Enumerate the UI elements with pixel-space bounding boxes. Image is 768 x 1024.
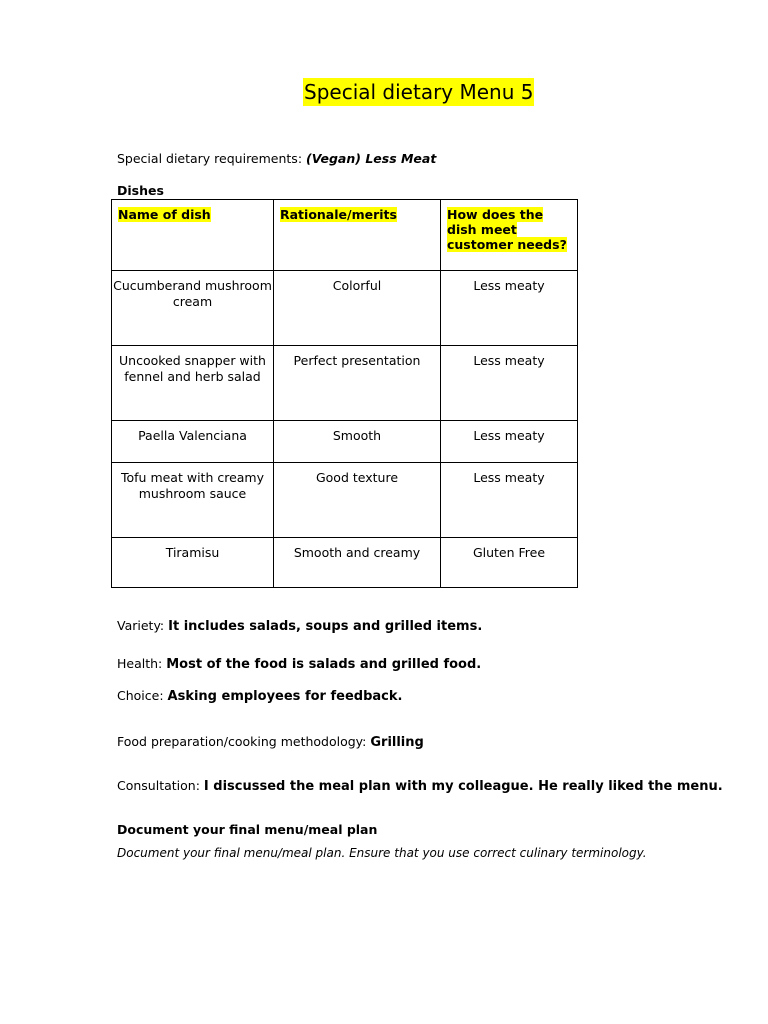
final-menu-note: Document your final menu/meal plan. Ensure that you use correct culinary terminology.: [117, 846, 647, 860]
final-menu-heading: Document your final menu/meal plan: [117, 822, 378, 837]
rationale-cell: Smooth and creamy: [274, 538, 441, 588]
dishes-table: [111, 199, 578, 588]
health-value: Most of the food is salads and grilled food.: [166, 657, 482, 672]
consultation-value: I discussed the meal plan with my colleague. He really liked the menu.: [203, 779, 723, 794]
food-prep-line: [117, 734, 424, 750]
dish-name-cell: Paella Valenciana: [112, 421, 274, 463]
consultation-line: [117, 778, 723, 794]
rationale-cell: Perfect presentation: [274, 346, 441, 421]
header-rationale: Rationale/merits: [274, 200, 441, 271]
table-row: [112, 346, 578, 421]
header-customer-needs: How does the dish meet customer needs?: [441, 200, 578, 271]
dish-name-cell: Uncooked snapper with fennel and herb salad: [112, 346, 274, 421]
choice-value: Asking employees for feedback.: [167, 689, 403, 704]
needs-cell: Less meaty: [441, 421, 578, 463]
variety-line: [117, 618, 482, 634]
dish-name-cell: Tiramisu: [112, 538, 274, 588]
food-prep-value: Grilling: [370, 735, 424, 750]
table-row: [112, 421, 578, 463]
dish-name-cell: Tofu meat with creamy mushroom sauce: [112, 463, 274, 538]
needs-cell: Gluten Free: [441, 538, 578, 588]
table-row: [112, 463, 578, 538]
food-prep-label: Food preparation/cooking methodology:: [117, 734, 371, 749]
choice-line: [117, 688, 402, 704]
dish-name-cell: Cucumberand mushroom cream: [112, 271, 274, 346]
rationale-cell: Smooth: [274, 421, 441, 463]
needs-cell: Less meaty: [441, 346, 578, 421]
table-row: [112, 271, 578, 346]
rationale-cell: Colorful: [274, 271, 441, 346]
needs-cell: Less meaty: [441, 463, 578, 538]
table-row: [112, 538, 578, 588]
header-name-of-dish: Name of dish: [112, 200, 274, 271]
consultation-label: Consultation:: [117, 778, 204, 793]
dishes-label: Dishes: [117, 183, 164, 198]
health-label: Health:: [117, 656, 167, 671]
needs-cell: Less meaty: [441, 271, 578, 346]
health-line: [117, 656, 481, 672]
rationale-cell: Good texture: [274, 463, 441, 538]
requirements-value: (Vegan) Less Meat: [306, 151, 437, 166]
dietary-requirements: [117, 151, 436, 166]
variety-value: It includes salads, soups and grilled items.: [168, 619, 483, 634]
variety-label: Variety:: [117, 618, 169, 633]
table-header-row: [112, 200, 578, 271]
page-title: Special dietary Menu 5: [304, 80, 534, 104]
requirements-label: Special dietary requirements:: [117, 151, 307, 166]
choice-label: Choice:: [117, 688, 168, 703]
